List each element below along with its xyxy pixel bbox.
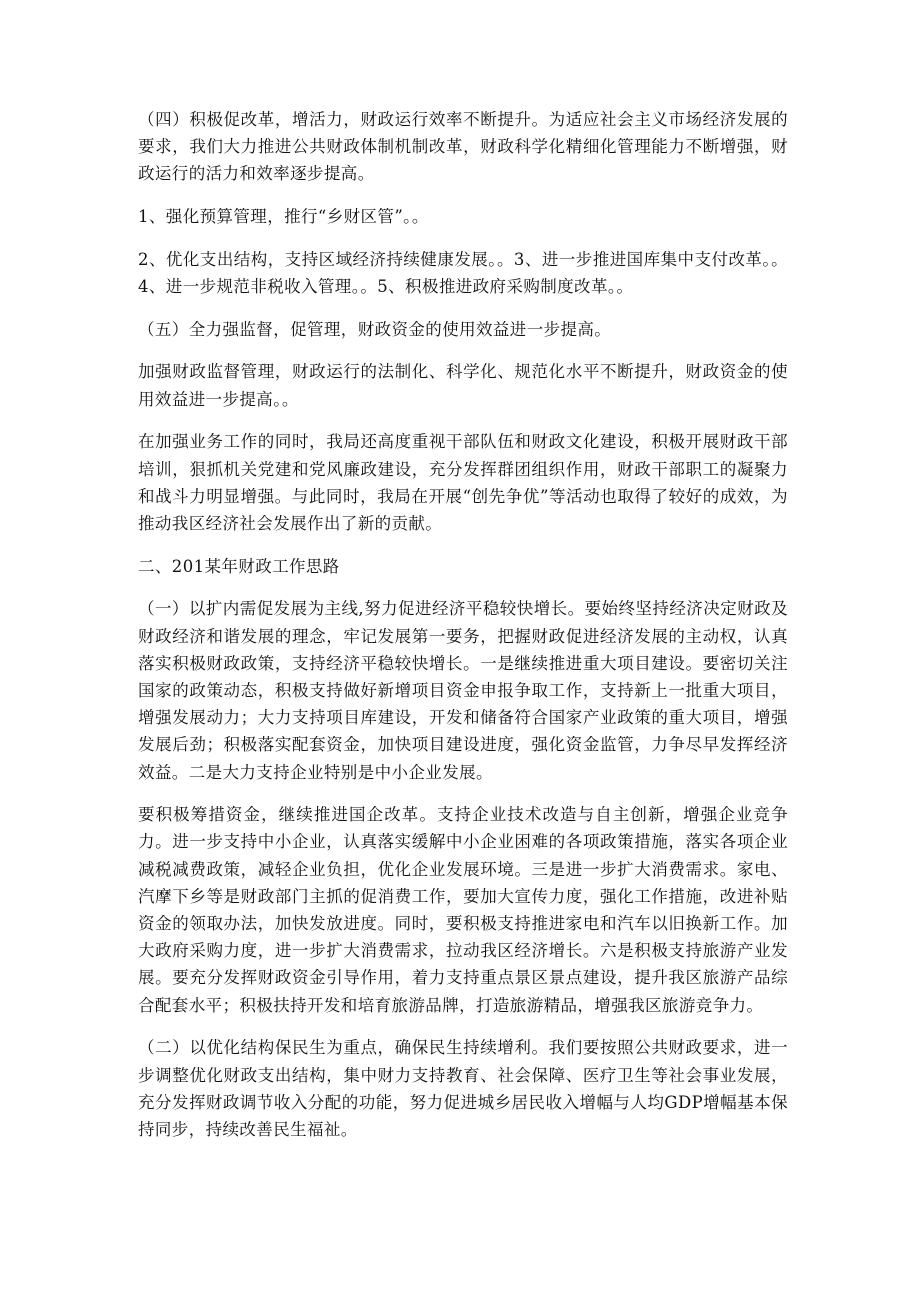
paragraph-livelihood: （二）以优化结构保民生为重点，确保民生持续增利。我们要按照公共财政要求，进一步调整优化财政支出结构，集中财力支持教育、社会保障、医疗卫生等社会事业发展，充分发挥财政调节收入分配的功能，努力促进城乡居民收入增幅与人均GDP增幅基本保持同步，持续改善民生福祉。 (138, 1038, 788, 1139)
paragraph-reform-items: 2、优化支出结构，支持区域经济持续健康发展。。3、进一步推进国库集中支付改革。。4、进一步规范非税收入管理。。5、积极推进政府采购制度改革。。 (138, 249, 788, 297)
paragraph-enterprise-support: 要积极筹措资金，继续推进国企改革。支持企业技术改造与自主创新，增强企业竞争力。进一步支持中小企业，认真落实缓解中小企业困难的各项政策措施，落实各项企业减税减费政策，减轻企业负担，优化企业发展环境。三是进一步扩大消费需求。家电、汽摩下乡等是财政部门主抓的促消费工作，要加大宣传力度，强化工作措施，改进补贴资金的领取办法，加快发放进度。同时，要积极支持推进家电和汽车以旧换新工作。加大政府采购力度，进一步扩大消费需求，拉动我区经济增长。六是积极支持旅游产业发展。要充分发挥财政资金引导作用，着力支持重点景区景点建设，提升我区旅游产品综合配套水平；积极扶持开发和培育旅游品牌，打造旅游精品，增强我区旅游竞争力。 (138, 805, 788, 1015)
paragraph-budget-management: 1、强化预算管理，推行“乡财区管”。。 (138, 207, 429, 227)
section-heading-work-plan: 二、201某年财政工作思路 (138, 556, 340, 576)
paragraph-domestic-demand: （一）以扩内需促发展为主线,努力促进经济平稳较快增长。要始终坚持经济决定财政及财政经济和谐发展的理念，牢记发展第一要务，把握财政促进经济发展的主动权，认真落实积极财政政策，支持经济平稳较快增长。一是继续推进重大项目建设。要密切关注国家的政策动态，积极支持做好新增项目资金申报争取工作，支持新上一批重大项目，增强发展动力；大力支持项目库建设，开发和储备符合国家产业政策的重大项目，增强发展后劲；积极落实配套资金，加快项目建设进度，强化资金监管，力争尽早发挥经济效益。二是大力支持企业特别是中小企业发展。 (138, 599, 788, 782)
paragraph-supervision-body: 加强财政监督管理，财政运行的法制化、科学化、规范化水平不断提升，财政资金的使用效益进一步提高。。 (138, 362, 788, 409)
paragraph-supervision-heading: （五）全力强监督，促管理，财政资金的使用效益进一步提高。 (138, 319, 612, 339)
paragraph-reform-heading: （四）积极促改革，增活力，财政运行效率不断提升。为适应社会主义市场经济发展的要求，我们大力推进公共财政体制机制改革，财政科学化精细化管理能力不断增强，财政运行的活力和效率逐步提高。 (138, 110, 788, 184)
paragraph-staff-building: 在加强业务工作的同时，我局还高度重视干部队伍和财政文化建设，积极开展财政干部培训，狠抓机关党建和党风廉政建设，充分发挥群团组织作用，财政干部职工的凝聚力和战斗力明显增强。与此同时，我局在开展“创先争优”等活动也取得了较好的成效，为推动我区经济社会发展作出了新的贡献。 (138, 432, 788, 533)
document-body (138, 106, 788, 1159)
